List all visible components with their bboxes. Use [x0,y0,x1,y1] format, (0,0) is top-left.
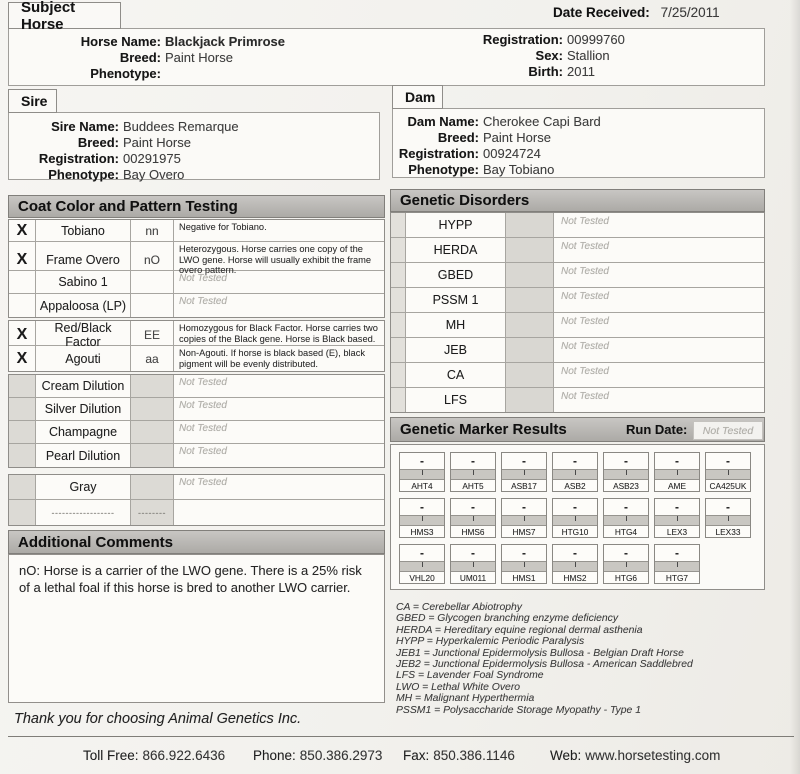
coat-test-name: Cream Dilution [36,375,131,397]
field-row [9,167,239,183]
sire-title: Sire [21,93,48,109]
genetic-disorders-header [390,189,765,212]
disorder-name: LFS [406,388,506,412]
coat-test-result [131,421,174,443]
disorder-mark-cell [391,338,406,362]
coat-test-row [9,294,384,317]
marker-value: - [420,546,424,560]
field-value: Paint Horse [123,135,191,150]
marker-allele-bar [451,561,495,572]
disorder-mark-cell [391,213,406,237]
marker-name: AHT4 [411,481,433,491]
legend-line: CA = Cerebellar Abiotrophy [396,602,523,613]
disorder-mark-cell [391,288,406,312]
footer-contact-item [403,748,515,763]
coat-test-mark: X [9,346,36,371]
coat-test-mark: X [9,242,36,278]
field-value: 00924724 [483,146,541,161]
disorder-name: JEB [406,338,506,362]
footer-contact-label: Fax: [403,748,430,763]
marker-allele-bar [400,469,444,480]
marker-allele-bar [451,469,495,480]
legend-line: MH = Malignant Hyperthermia [396,693,535,705]
marker-value: - [573,546,577,560]
disorder-row [391,238,764,263]
disorder-mark-cell [391,313,406,337]
marker-name: ASB17 [511,481,537,491]
field-label: Birth: [528,64,563,79]
coat-test-row [9,444,384,467]
marker-name: LEX3 [666,527,688,537]
marker-allele-bar [655,469,699,480]
coat-table-group-3 [8,374,385,468]
footer-contact-value: 850.386.2973 [299,748,383,763]
field-row [9,66,285,82]
field-label: Sex: [535,48,563,63]
coat-test-description: Not Tested [179,296,227,307]
field-label: Phenotype: [90,66,161,81]
disorder-row [391,263,764,288]
marker-name: VHL20 [409,573,435,583]
coat-test-row [9,271,384,294]
marker-allele-bar [553,469,597,480]
coat-test-description: Not Tested [179,400,227,411]
marker-name: HMS3 [410,527,434,537]
marker-allele-bar [451,515,495,526]
marker-name: HMS7 [512,527,536,537]
marker-name: CA425UK [709,481,747,491]
dam-box [392,108,765,178]
genetic-disorders-title: Genetic Disorders [400,192,530,209]
field-row [9,151,239,167]
disorder-status: Not Tested [561,366,609,377]
field-value: Paint Horse [483,130,551,145]
marker-allele-bar [502,515,546,526]
coat-test-result [131,271,174,293]
genetic-marker-box [450,498,496,538]
coat-test-mark [9,444,36,467]
subject-fields-left [9,34,285,82]
legend-line: HERDA = Hereditary equine regional dermal asthenia [396,624,643,636]
coat-test-result [131,475,174,499]
field-row [391,64,625,80]
marker-value: - [573,500,577,514]
coat-test-row [9,220,384,242]
marker-name: HMS1 [512,573,536,583]
genetic-marker-box [654,452,700,492]
coat-color-section-header [8,195,385,218]
field-label: Registration: [482,32,563,47]
field-label: Phenotype: [408,162,479,177]
marker-value: - [573,454,577,468]
marker-value: - [675,500,679,514]
coat-test-name: Pearl Dilution [36,444,131,467]
legend-line: JEB1 = Junctional Epidermolysis Bullosa - Belgian Draft Horse [396,647,684,659]
sire-section-tab [8,89,57,113]
coat-test-description: Heterozygous. Horse carries one copy of the LWO gene. Horse will usually exhibit the frame overo pattern. [179,244,372,275]
marker-value: - [522,546,526,560]
coat-test-mark [9,421,36,443]
marker-row-2 [399,498,764,538]
field-value: 2011 [567,64,595,79]
footer-divider [8,736,794,737]
field-label: Breed: [77,135,119,150]
legend-line: LFS = Lavender Foal Syndrome [396,670,544,682]
coat-test-name: Gray [36,475,131,499]
field-value: Bay Tobiano [483,162,555,177]
subject-fields-right [391,32,625,80]
coat-table-group-1 [8,219,385,318]
field-label: Horse Name: [80,34,161,49]
marker-row-3 [399,544,764,584]
genetic-marker-box [603,544,649,584]
disorder-result-cell [506,313,554,337]
coat-test-description: Not Tested [179,273,227,284]
marker-name: LEX33 [715,527,741,537]
genetic-marker-results-grid [390,444,765,590]
coat-test-description: Not Tested [179,423,227,434]
footer-contact-item [253,748,382,763]
field-value: 00291975 [123,151,181,166]
field-value: Paint Horse [165,50,233,65]
marker-allele-bar [655,515,699,526]
marker-allele-bar [604,469,648,480]
coat-test-mark [9,500,36,525]
dam-title: Dam [405,89,436,105]
coat-test-result [131,375,174,397]
coat-test-row [9,421,384,444]
disorder-status: Not Tested [561,316,609,327]
legend-line: PSSM1 = Polysaccharide Storage Myopathy - Type 1 [396,704,641,716]
coat-test-name: Red/Black Factor [36,321,131,349]
marker-value: - [522,500,526,514]
coat-test-name: Champagne [36,421,131,443]
field-label: Registration: [38,151,119,166]
field-value: Bay Overo [123,167,185,182]
disorder-name: GBED [406,263,506,287]
coat-test-result: aa [131,346,174,371]
coat-test-name: ------------------ [36,500,131,525]
genetic-marker-box [552,544,598,584]
disorder-status: Not Tested [561,216,609,227]
coat-test-mark: X [9,321,36,349]
genetic-marker-box [450,544,496,584]
disorder-result-cell [506,388,554,412]
genetic-marker-box [552,452,598,492]
coat-test-name: Agouti [36,346,131,371]
disorder-mark-cell [391,363,406,387]
marker-value: - [471,546,475,560]
genetic-marker-box [654,544,700,584]
marker-allele-bar [706,515,750,526]
disorder-name: PSSM 1 [406,288,506,312]
coat-test-mark: X [9,220,36,241]
sire-box [8,112,380,180]
field-value: Stallion [567,48,610,63]
genetic-marker-results-header [390,417,765,442]
dam-fields [393,114,601,178]
coat-test-name: Silver Dilution [36,398,131,420]
disorder-mark-cell [391,388,406,412]
coat-test-result: nn [131,220,174,241]
marker-name: HTG10 [561,527,589,537]
disorder-result-cell [506,363,554,387]
coat-table-group-4 [8,474,385,526]
field-row [391,48,625,64]
disorder-mark-cell [391,238,406,262]
marker-name: HMS2 [563,573,587,583]
coat-test-mark [9,294,36,317]
marker-value: - [471,454,475,468]
coat-test-row [9,500,384,525]
marker-value: - [471,500,475,514]
marker-allele-bar [553,515,597,526]
field-value: 00999760 [567,32,625,47]
disorder-name: HYPP [406,213,506,237]
field-row [391,32,625,48]
disorder-result-cell [506,288,554,312]
disorder-name: CA [406,363,506,387]
run-date-label: Run Date: [626,422,688,437]
legend-line: HYPP = Hyperkalemic Periodic Paralysis [396,636,585,648]
subject-horse-box [8,28,765,86]
field-row [393,162,601,178]
field-label: Phenotype: [48,167,119,182]
marker-allele-bar [655,561,699,572]
disorder-row [391,363,764,388]
marker-name: AME [668,481,686,491]
disorder-status: Not Tested [561,291,609,302]
dam-section-tab [392,85,443,109]
genetic-marker-box [705,452,751,492]
marker-name: HTG4 [614,527,638,537]
marker-row-1 [399,452,764,492]
genetic-marker-box [552,498,598,538]
subject-horse-section-tab [8,0,121,33]
legend-line: LWO = Lethal White Overo [396,681,521,693]
coat-test-result [131,294,174,317]
marker-name: UM011 [459,573,487,583]
marker-name: HTG6 [614,573,638,583]
marker-value: - [624,454,628,468]
disorder-abbreviation-legend [396,602,781,716]
legend-line: JEB2 = Junctional Epidermolysis Bullosa - American Saddlebred [396,659,693,671]
field-row [9,50,285,66]
marker-value: - [675,546,679,560]
coat-test-result: EE [131,321,174,349]
marker-allele-bar [502,561,546,572]
coat-color-title: Coat Color and Pattern Testing [18,198,238,215]
marker-value: - [420,500,424,514]
footer-contacts [0,748,800,768]
disorder-status: Not Tested [561,266,609,277]
disorder-row [391,313,764,338]
marker-name: HMS6 [461,527,485,537]
coat-test-result: -------- [131,500,174,525]
coat-test-row [9,321,384,349]
field-value: Buddees Remarque [123,119,239,134]
disorder-name: HERDA [406,238,506,262]
footer-contact-label: Phone: [253,748,296,763]
date-received-label: Date Received: [553,5,650,20]
footer-contact-value: 850.386.1146 [433,748,515,763]
coat-test-description: Not Tested [179,477,227,488]
field-row [9,119,239,135]
coat-test-mark [9,475,36,499]
additional-comments-box [8,554,385,703]
coat-test-name: Tobiano [36,220,131,241]
footer-contact-item [83,748,225,763]
marker-value: - [726,500,730,514]
genetic-marker-box [501,452,547,492]
marker-value: - [522,454,526,468]
disorder-row [391,388,764,412]
coat-test-name: Appaloosa (LP) [36,294,131,317]
genetic-marker-box [705,498,751,538]
marker-name: ASB23 [613,481,639,491]
genetic-marker-results-title: Genetic Marker Results [400,421,567,438]
footer-contact-label: Toll Free: [83,748,139,763]
field-row [9,135,239,151]
disorder-result-cell [506,238,554,262]
genetic-marker-box [603,498,649,538]
coat-test-description [174,500,384,525]
footer-contact-value: 866.922.6436 [142,748,226,763]
marker-allele-bar [604,561,648,572]
genetic-marker-box [399,452,445,492]
genetic-marker-box [399,544,445,584]
coat-test-row [9,375,384,398]
marker-name: AHT5 [462,481,484,491]
coat-test-description: Non-Agouti. If horse is black based (E), black pigment will be evenly distributed. [179,348,366,369]
coat-test-name: Sabino 1 [36,271,131,293]
genetic-disorders-table [390,212,765,413]
marker-name: HTG7 [665,573,689,583]
genetic-marker-box [450,452,496,492]
coat-test-mark [9,375,36,397]
marker-name: ASB2 [564,481,586,491]
coat-test-description: Not Tested [179,377,227,388]
additional-comments-header [8,530,385,554]
legend-line: GBED = Glycogen branching enzyme deficiency [396,613,619,625]
coat-test-mark [9,271,36,293]
genetic-marker-box [501,498,547,538]
disorder-result-cell [506,213,554,237]
coat-test-description: Not Tested [179,446,227,457]
field-label: Sire Name: [51,119,119,134]
field-label: Dam Name: [407,114,479,129]
field-row [393,130,601,146]
genetic-marker-box [603,452,649,492]
disorder-row [391,213,764,238]
marker-value: - [726,454,730,468]
coat-test-description: Negative for Tobiano. [179,222,267,232]
marker-allele-bar [502,469,546,480]
field-row [9,34,285,50]
field-row [393,146,601,162]
disorder-result-cell [506,263,554,287]
thank-you-note: Thank you for choosing Animal Genetics Inc. [14,711,302,727]
marker-allele-bar [553,561,597,572]
field-label: Registration: [398,146,479,161]
genetic-marker-box [501,544,547,584]
coat-table-group-2 [8,320,385,372]
coat-test-row [9,398,384,421]
field-value: Cherokee Capi Bard [483,114,601,129]
disorder-row [391,338,764,363]
coat-test-result [131,444,174,467]
field-label: Breed: [437,130,479,145]
marker-value: - [624,546,628,560]
marker-allele-bar [706,469,750,480]
marker-allele-bar [604,515,648,526]
field-label: Breed: [119,50,161,65]
coat-test-description: Homozygous for Black Factor. Horse carries two copies of the Black gene. Horse is Black based. [179,323,378,344]
footer-contact-label: Web: [550,748,582,763]
disorder-row [391,288,764,313]
genetic-marker-box [654,498,700,538]
footer-contact-value: www.horsetesting.com [585,748,721,763]
sire-fields [9,119,239,183]
field-value: Blackjack Primrose [165,34,285,49]
additional-comments-title: Additional Comments [18,533,174,551]
coat-test-result: nO [131,242,174,278]
disorder-name: MH [406,313,506,337]
disorder-result-cell [506,338,554,362]
field-row [393,114,601,130]
subject-horse-title: Subject Horse [21,0,76,33]
additional-comments-text: nO: Horse is a carrier of the LWO gene. There is a 25% risk of a lethal foal if this horse is bred to another LWO carrier. [19,563,362,595]
disorder-status: Not Tested [561,391,609,402]
coat-test-result [131,398,174,420]
date-received-value: 7/25/2011 [660,5,720,20]
marker-allele-bar [400,561,444,572]
run-date-value: Not Tested [693,421,763,440]
disorder-status: Not Tested [561,341,609,352]
genetic-marker-box [399,498,445,538]
disorder-mark-cell [391,263,406,287]
marker-value: - [624,500,628,514]
coat-test-row [9,475,384,500]
marker-allele-bar [400,515,444,526]
coat-test-name: Frame Overo [36,242,131,278]
disorder-status: Not Tested [561,241,609,252]
coat-test-mark [9,398,36,420]
footer-contact-item [550,748,720,763]
marker-value: - [420,454,424,468]
coat-test-row [9,242,384,275]
coat-test-row [9,346,384,371]
date-received [553,5,720,20]
marker-value: - [675,454,679,468]
